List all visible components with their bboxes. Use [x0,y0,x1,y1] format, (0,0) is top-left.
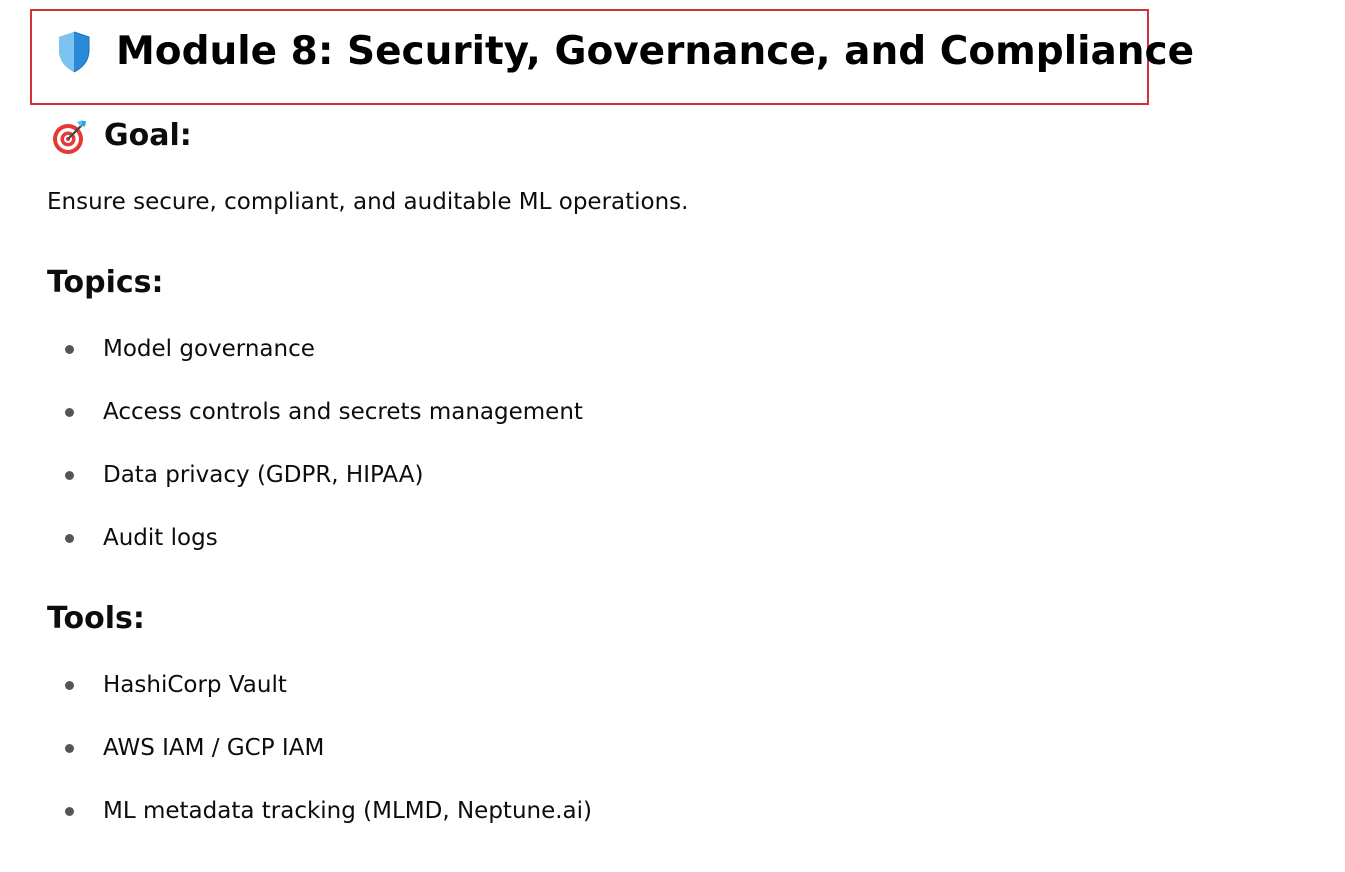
bullet-icon [65,681,74,690]
list-item-text: Data privacy (GDPR, HIPAA) [103,462,424,488]
list-item-text: Model governance [103,336,315,362]
list-item [0,331,900,394]
list-item-text: HashiCorp Vault [103,672,287,698]
bullet-icon [65,744,74,753]
goal-heading: Goal: [104,118,192,153]
page-title: Module 8: Security, Governance, and Compliance [116,29,1195,74]
bullet-icon [65,534,74,543]
list-item-text: Access controls and secrets management [103,399,583,425]
bullet-icon [65,807,74,816]
list-item [0,793,900,856]
list-item-text: Audit logs [103,525,218,551]
goal-text: Ensure secure, compliant, and auditable ML operations. [47,189,689,215]
topics-heading: Topics: [47,265,164,300]
topics-list [0,331,900,583]
list-item [0,394,900,457]
list-item [0,667,900,730]
bullet-icon [65,408,74,417]
list-item [0,457,900,520]
list-item [0,520,900,583]
tools-heading: Tools: [47,601,145,636]
target-icon [50,118,88,156]
tools-list [0,667,900,856]
list-item [0,730,900,793]
bullet-icon [65,345,74,354]
list-item-text: ML metadata tracking (MLMD, Neptune.ai) [103,798,593,824]
shield-icon [56,30,92,74]
list-item-text: AWS IAM / GCP IAM [103,735,325,761]
bullet-icon [65,471,74,480]
